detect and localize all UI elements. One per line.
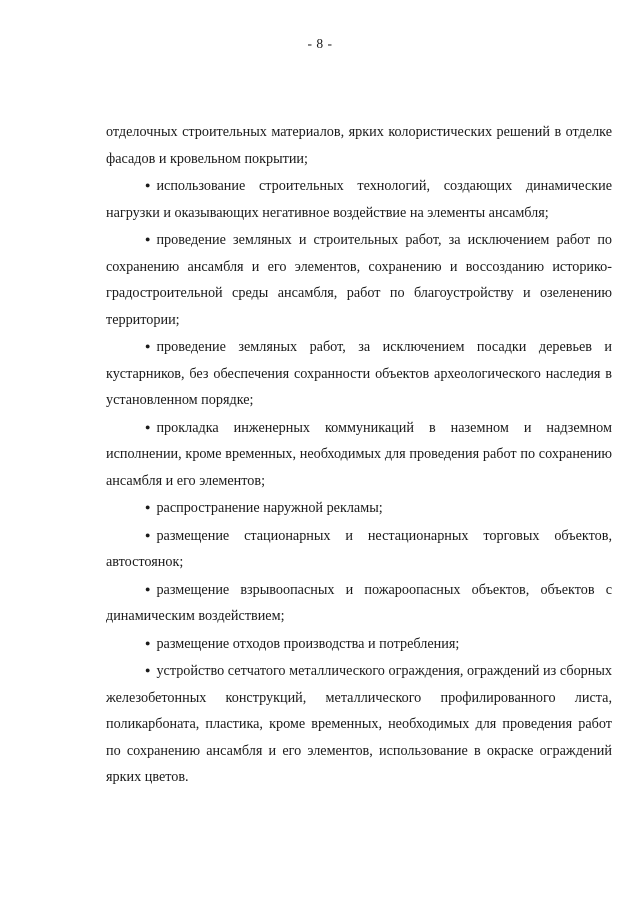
list-item-text: проведение земляных и строительных работ, за исключением работ по сохранению ансамбля и его элементов, сохранению и воссозданию историко-градостроительной среды ансамбля, работ по благоустройству и озеленению территории; bbox=[106, 232, 612, 328]
list-item bbox=[106, 172, 612, 226]
list-item-text: размещение отходов производства и потребления; bbox=[156, 635, 460, 652]
paragraph-text: отделочных строительных материалов, ярких колористических решений в отделке фасадов и кровельном покрытии; bbox=[106, 124, 612, 167]
page-number: - 8 - bbox=[307, 36, 333, 51]
list-item-text: размещение взрывоопасных и пожароопасных объектов, объектов с динамическим воздействием; bbox=[106, 581, 612, 624]
list-item-text: использование строительных технологий, создающих динамические нагрузки и оказывающих негативное воздействие на элементы ансамбля; bbox=[106, 178, 612, 221]
list-item bbox=[106, 522, 612, 576]
bullet-icon: ● bbox=[145, 234, 151, 244]
list-item bbox=[106, 576, 612, 630]
list-item bbox=[106, 494, 612, 522]
paragraph-continuation bbox=[106, 119, 612, 172]
bullet-icon: ● bbox=[145, 502, 151, 512]
bullet-icon: ● bbox=[145, 421, 151, 432]
list-item-text: прокладка инженерных коммуникаций в наземном и надземном исполнении, кроме временных, необходимых для проведения работ по сохранению ансамбля и его элементов; bbox=[106, 419, 612, 489]
list-item-text: устройство сетчатого металлического ограждения, ограждений из сборных железобетонных конструкций, металлического профилированного листа, поликарбоната, пластика, кроме временных, необходимых для проведения работ по сохранению ансамбля и его элементов, использование в окраске ограждений ярких цветов. bbox=[106, 663, 612, 785]
list-item-text: размещение стационарных и нестационарных торговых объектов, автостоянок; bbox=[106, 527, 612, 570]
bullet-icon: ● bbox=[145, 665, 151, 675]
bullet-icon: ● bbox=[145, 529, 151, 540]
list-item bbox=[106, 414, 612, 495]
bullet-icon: ● bbox=[145, 180, 151, 190]
bullet-icon: ● bbox=[145, 341, 151, 351]
list-item bbox=[106, 226, 612, 333]
list-item bbox=[106, 333, 612, 414]
bullet-icon: ● bbox=[145, 637, 151, 648]
list-item-text: распространение наружной рекламы; bbox=[156, 500, 383, 516]
list-item bbox=[106, 630, 612, 658]
document-body bbox=[106, 119, 612, 791]
list-item-text: проведение земляных работ, за исключением посадки деревьев и кустарников, без обеспечения сохранности объектов археологического наследия в установленном порядке; bbox=[106, 339, 612, 408]
bullet-icon: ● bbox=[145, 583, 151, 594]
list-item bbox=[106, 657, 612, 791]
